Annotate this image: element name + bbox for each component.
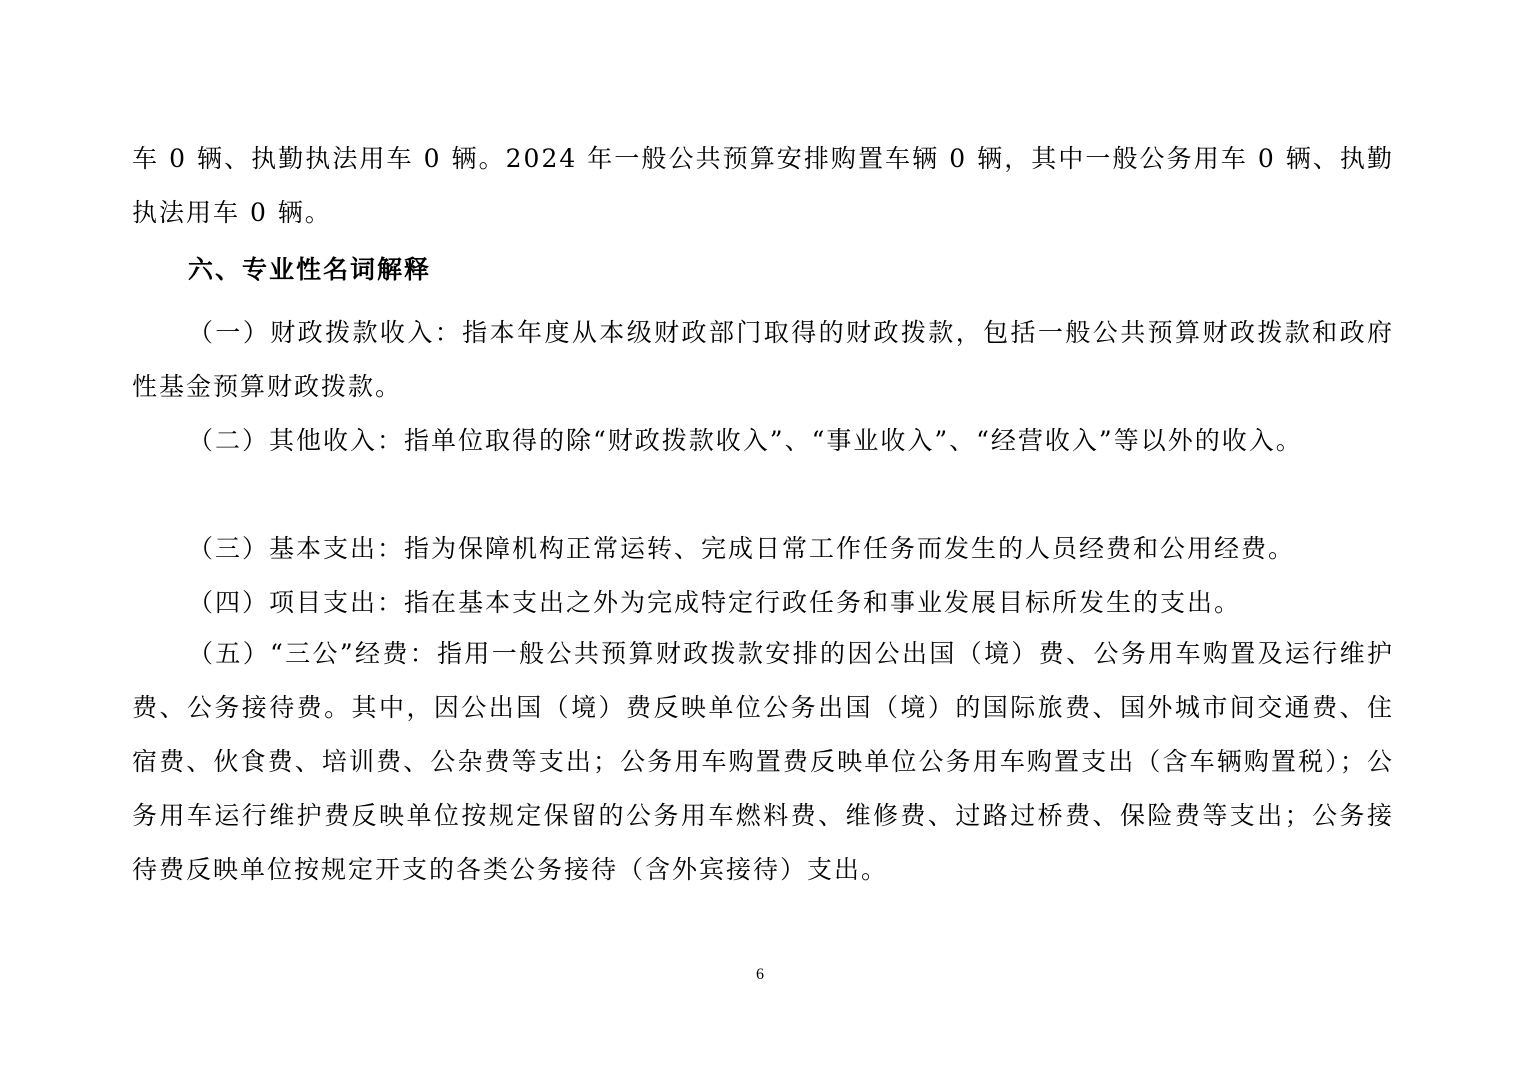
paragraph-vehicle-count: 车 0 辆、执勤执法用车 0 辆。2024 年一般公共预算安排购置车辆 0 辆，其中一般公务用车 0 辆、执勤执法用车 0 辆。	[132, 144, 1394, 227]
paragraph-fiscal-appropriation-income: （一）财政拨款收入：指本年度从本级财政部门取得的财政拨款，包括一般公共预算财政拨款和政府性基金预算财政拨款。	[132, 318, 1394, 401]
paragraph-basic-expenditure: （三）基本支出：指为保障机构正常运转、完成日常工作任务而发生的人员经费和公用经费。	[188, 534, 1296, 563]
page-number: 6	[756, 966, 764, 983]
section-heading: 六、专业性名词解释	[188, 255, 432, 284]
paragraph-three-public-expenses: （五）“三公”经费：指用一般公共预算财政拨款安排的因公出国（境）费、公务用车购置及运行维护费、公务接待费。其中，因公出国（境）费反映单位公务出国（境）的国际旅费、国外城市间交通费、住宿费、伙食费、培训费、公杂费等支出；公务用车购置费反映单位公务用车购置支出（含车辆购置税）；公务用车运行维护费反映单位按规定保留的公务用车燃料费、维修费、过路过桥费、保险费等支出；公务接待费反映单位按规定开支的各类公务接待（含外宾接待）支出。	[132, 639, 1394, 884]
paragraph-other-income: （二）其他收入：指单位取得的除“财政拨款收入”、“事业收入”、“经营收入”等以外的收入。	[188, 426, 1303, 455]
paragraph-project-expenditure: （四）项目支出：指在基本支出之外为完成特定行政任务和事业发展目标所发生的支出。	[188, 588, 1242, 617]
